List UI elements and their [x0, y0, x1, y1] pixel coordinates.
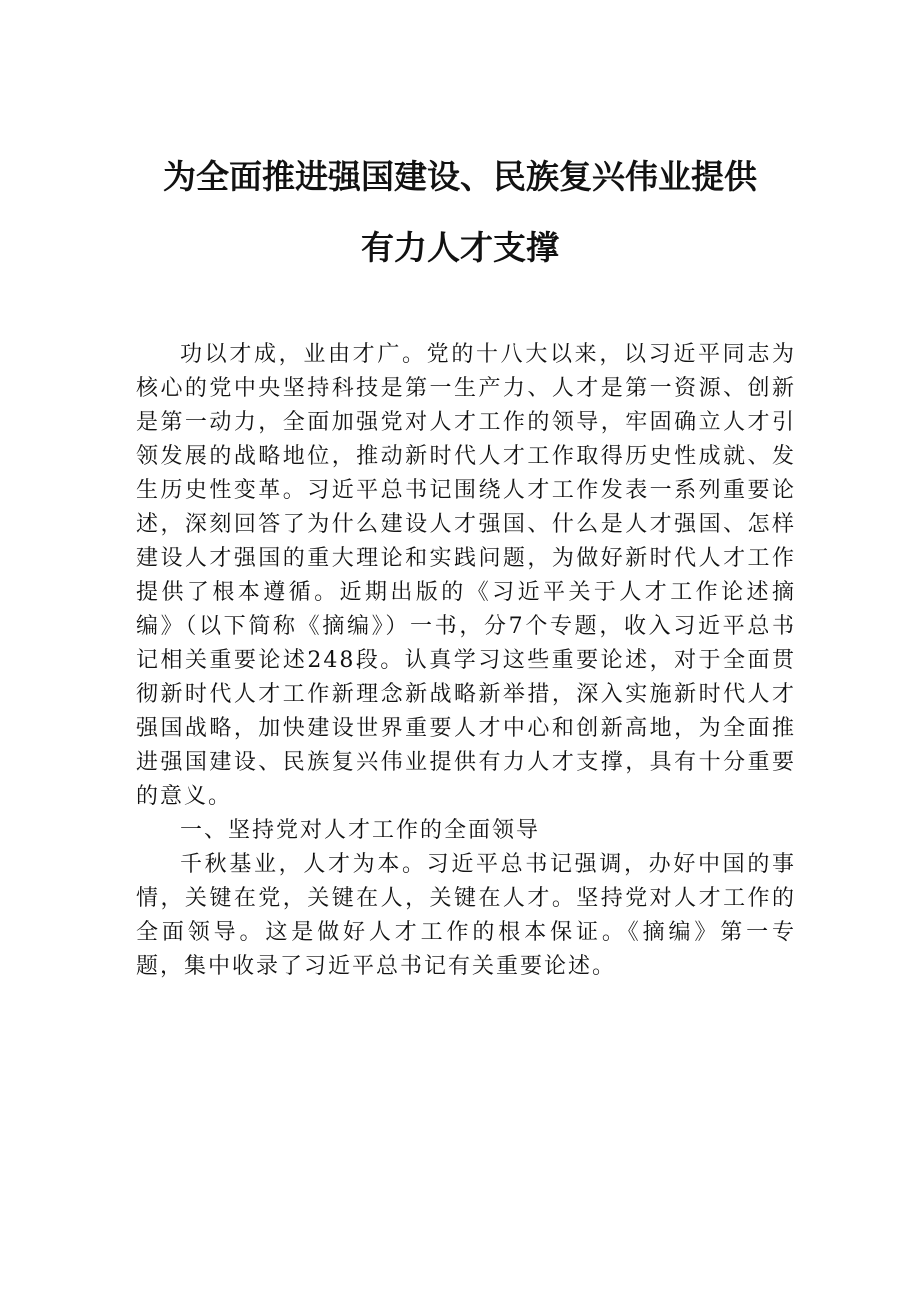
title-line-1: 为全面推进强国建设、民族复兴伟业提供	[163, 157, 757, 196]
document-title	[0, 157, 920, 267]
paragraph-section-1: 千秋基业，人才为本。习近平总书记强调，办好中国的事情，关键在党，关键在人，关键在人才。坚持党对人才工作的全面领导。这是做好人才工作的根本保证。《摘编》第一专题，集中收录了习近平总书记有关重要论述。	[136, 852, 796, 979]
paragraph-intro: 功以才成，业由才广。党的十八大以来，以习近平同志为核心的党中央坚持科技是第一生产力、人才是第一资源、创新是第一动力，全面加强党对人才工作的领导，牢固确立人才引领发展的战略地位，推动新时代人才工作取得历史性成就、发生历史性变革。习近平总书记围绕人才工作发表一系列重要论述，深刻回答了为什么建设人才强国、什么是人才强国、怎样建设人才强国的重大理论和实践问题，为做好新时代人才工作提供了根本遵循。近期出版的《习近平关于人才工作论述摘编》（以下简称《摘编》）一书，分7个专题，收入习近平总书记相关重要论述248段。认真学习这些重要论述，对于全面贯彻新时代人才工作新理念新战略新举措，深入实施新时代人才强国战略，加快建设世界重要人才中心和创新高地，为全面推进强国建设、民族复兴伟业提供有力人才支撑，具有十分重要的意义。	[136, 342, 796, 809]
document-body	[136, 338, 796, 984]
title-line-2: 有力人才支撑	[361, 228, 559, 267]
section-heading-1: 一、坚持党对人才工作的全面领导	[180, 818, 541, 843]
